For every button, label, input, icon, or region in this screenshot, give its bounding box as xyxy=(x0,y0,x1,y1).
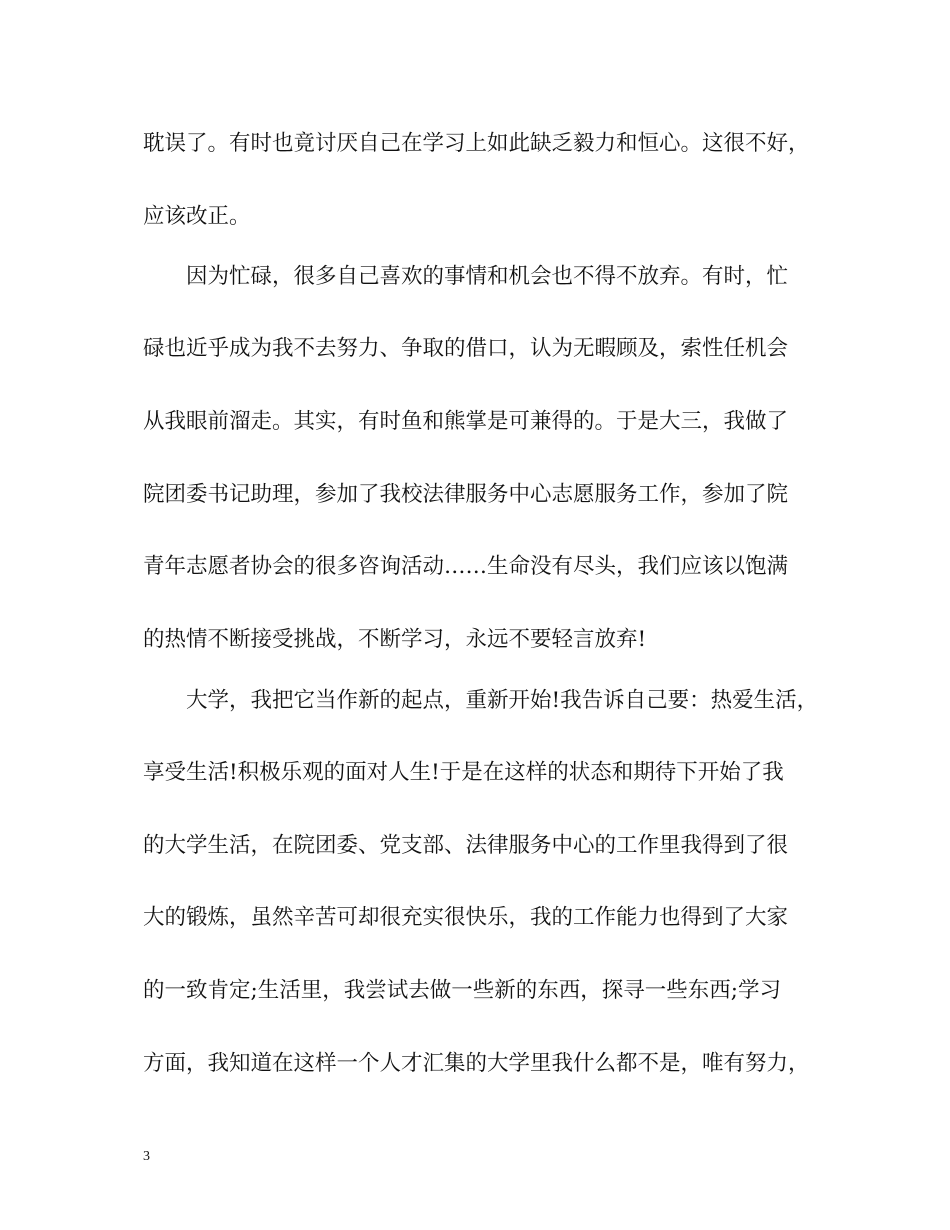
text-line: 青年志愿者协会的很多咨询活动……生命没有尽头，我们应该以饱满 xyxy=(143,554,789,579)
text-line: 应该改正。 xyxy=(143,204,251,229)
text-line: 耽误了。有时也竟讨厌自己在学习上如此缺乏毅力和恒心。这很不好， xyxy=(143,131,810,156)
text-line: 的大学生活，在院团委、党支部、法律服务中心的工作里我得到了很 xyxy=(143,833,789,858)
page-number: 3 xyxy=(143,1149,150,1164)
text-line: 院团委书记助理，参加了我校法律服务中心志愿服务工作，参加了院 xyxy=(143,482,789,507)
text-line: 大学，我把它当作新的起点，重新开始!我告诉自己要：热爱生活， xyxy=(143,688,819,713)
text-line: 大的锻炼，虽然辛苦可却很充实很快乐，我的工作能力也得到了大家 xyxy=(143,905,789,930)
text-line: 方面，我知道在这样一个人才汇集的大学里我什么都不是，唯有努力， xyxy=(143,1051,810,1076)
text-line: 碌也近乎成为我不去努力、争取的借口，认为无暇顾及，索性任机会 xyxy=(143,336,789,361)
text-line: 的热情不断接受挑战，不断学习，永远不要轻言放弃! xyxy=(143,627,647,652)
text-line: 的一致肯定;生活里，我尝试去做一些新的东西，探寻一些东西;学习 xyxy=(143,978,781,1003)
text-line: 享受生活!积极乐观的面对人生!于是在这样的状态和期待下开始了我 xyxy=(143,760,784,785)
text-line: 从我眼前溜走。其实，有时鱼和熊掌是可兼得的。于是大三，我做了 xyxy=(143,409,789,434)
text-line: 因为忙碌，很多自己喜欢的事情和机会也不得不放弃。有时，忙 xyxy=(143,264,789,289)
